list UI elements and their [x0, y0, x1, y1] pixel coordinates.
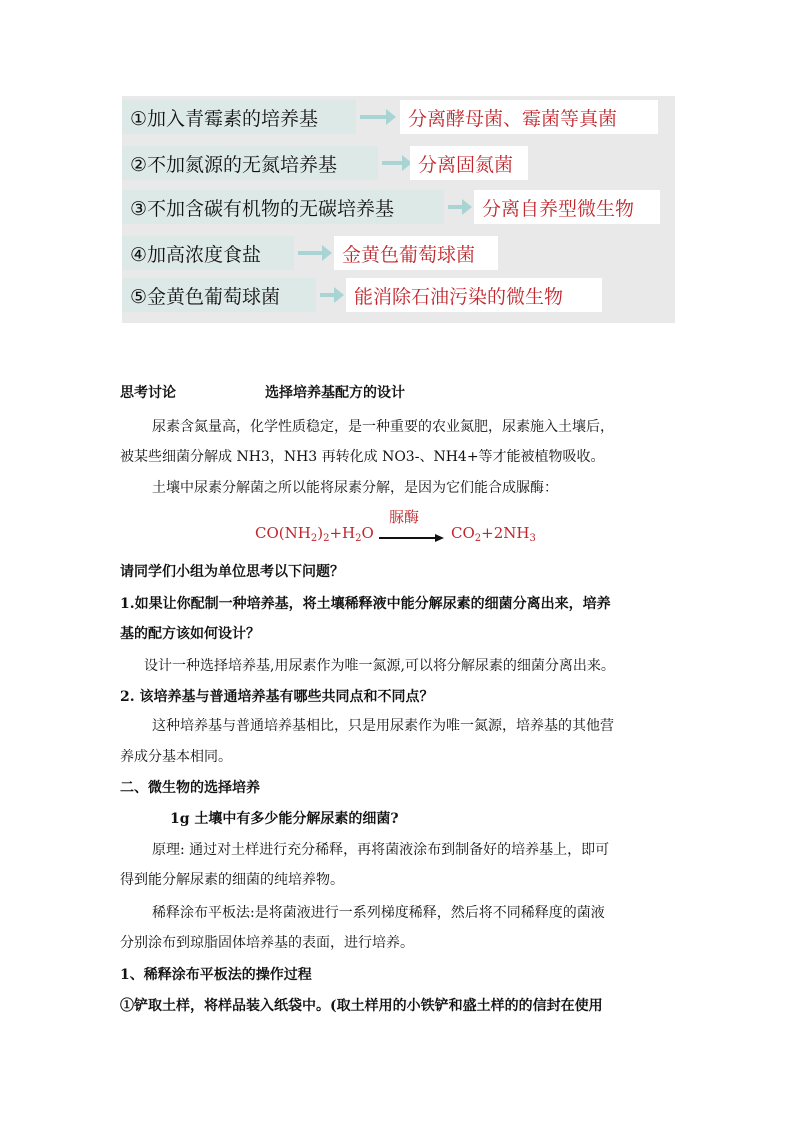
equation-reactants: $CO(NH_2)_2+H_2O$	[255, 524, 374, 544]
principle-line: 原理: 通过对土样进行充分稀释，再将菌液涂布到制备好的培养基上，即可	[152, 842, 610, 858]
question-1-line: 基的配方该如何设计？	[120, 626, 260, 642]
arrow-icon	[298, 249, 332, 257]
selection-medium-diagram	[122, 96, 675, 323]
answer-2-line: 养成分基本相同。	[120, 749, 232, 765]
paragraph-line: 尿素含氮量高，化学性质稳定，是一种重要的农业氮肥，尿素施入土壤后，	[152, 419, 614, 435]
arrow-icon	[360, 113, 396, 121]
step-heading: 1、稀释涂布平板法的操作过程	[120, 967, 312, 983]
result-box	[410, 146, 528, 180]
answer-2-line: 这种培养基与普通培养基相比，只是用尿素作为唯一氮源，培养基的其他营	[152, 718, 614, 734]
medium-label: ④加高浓度食盐	[130, 244, 262, 266]
medium-box	[122, 146, 378, 180]
diagram-row	[122, 146, 675, 180]
urease-reaction-equation	[253, 506, 541, 548]
result-label: 能消除石油污染的微生物	[354, 286, 564, 308]
medium-label: ⑤金黄色葡萄球菌	[130, 286, 281, 308]
result-label: 分离固氮菌	[418, 154, 514, 176]
diagram-row	[122, 100, 675, 134]
method-line: 稀释涂布平板法:是将菌液进行一系列梯度稀释，然后将不同稀释度的菌液	[152, 905, 605, 921]
arrow-icon	[382, 159, 412, 167]
reaction-arrow-icon	[379, 534, 445, 542]
result-box	[334, 236, 498, 270]
result-label: 分离自养型微生物	[482, 198, 635, 220]
paragraph-line: 土壤中尿素分解菌之所以能将尿素分解，是因为它们能合成脲酶：	[152, 480, 558, 496]
arrow-icon	[320, 291, 344, 299]
paragraph-line: 被某些细菌分解成 NH3，NH3 再转化成 NO3-、NH4+等才能被植物吸收。	[120, 449, 605, 465]
medium-label: ③不加含碳有机物的无碳培养基	[130, 198, 395, 220]
questions-intro: 请同学们小组为单位思考以下问题？	[120, 564, 344, 580]
medium-box	[122, 236, 294, 270]
medium-box	[122, 278, 316, 312]
section-heading-right: 选择培养基配方的设计	[265, 385, 405, 401]
equation-products: $CO_2+2NH_3$	[451, 524, 536, 544]
section-heading-left: 思考讨论	[120, 385, 176, 401]
step-1: ①铲取土样，将样品装入纸袋中。(取土样用的小铁铲和盛土样的的信封在使用	[120, 998, 603, 1014]
medium-box	[122, 190, 444, 224]
medium-label: ②不加氮源的无氮培养基	[130, 154, 338, 176]
result-label: 分离酵母菌、霉菌等真菌	[408, 108, 618, 130]
question-1-line: 1.如果让你配制一种培养基，将土壤稀释液中能分解尿素的细菌分离出来，培养	[120, 596, 611, 612]
equation-catalyst: 脲酶	[389, 508, 420, 526]
diagram-row	[122, 236, 675, 270]
arrow-icon	[448, 203, 472, 211]
principle-line: 得到能分解尿素的细菌的纯培养物。	[120, 872, 344, 888]
question-2: 2. 该培养基与普通培养基有哪些共同点和不同点？	[120, 689, 434, 705]
result-label: 金黄色葡萄球菌	[342, 244, 476, 266]
diagram-row	[122, 278, 675, 312]
medium-box	[122, 100, 356, 134]
medium-label: ①加入青霉素的培养基	[130, 108, 319, 130]
result-box	[474, 190, 660, 224]
section-2-subheading: 1g 土壤中有多少能分解尿素的细菌?	[170, 811, 399, 827]
method-line: 分别涂布到琼脂固体培养基的表面，进行培养。	[120, 935, 414, 951]
answer-1: 设计一种选择培养基,用尿素作为唯一氮源,可以将分解尿素的细菌分离出来。	[144, 658, 615, 674]
diagram-row	[122, 190, 675, 224]
section-2-heading: 二、微生物的选择培养	[120, 780, 260, 796]
result-box	[400, 100, 658, 134]
result-box	[346, 278, 602, 312]
